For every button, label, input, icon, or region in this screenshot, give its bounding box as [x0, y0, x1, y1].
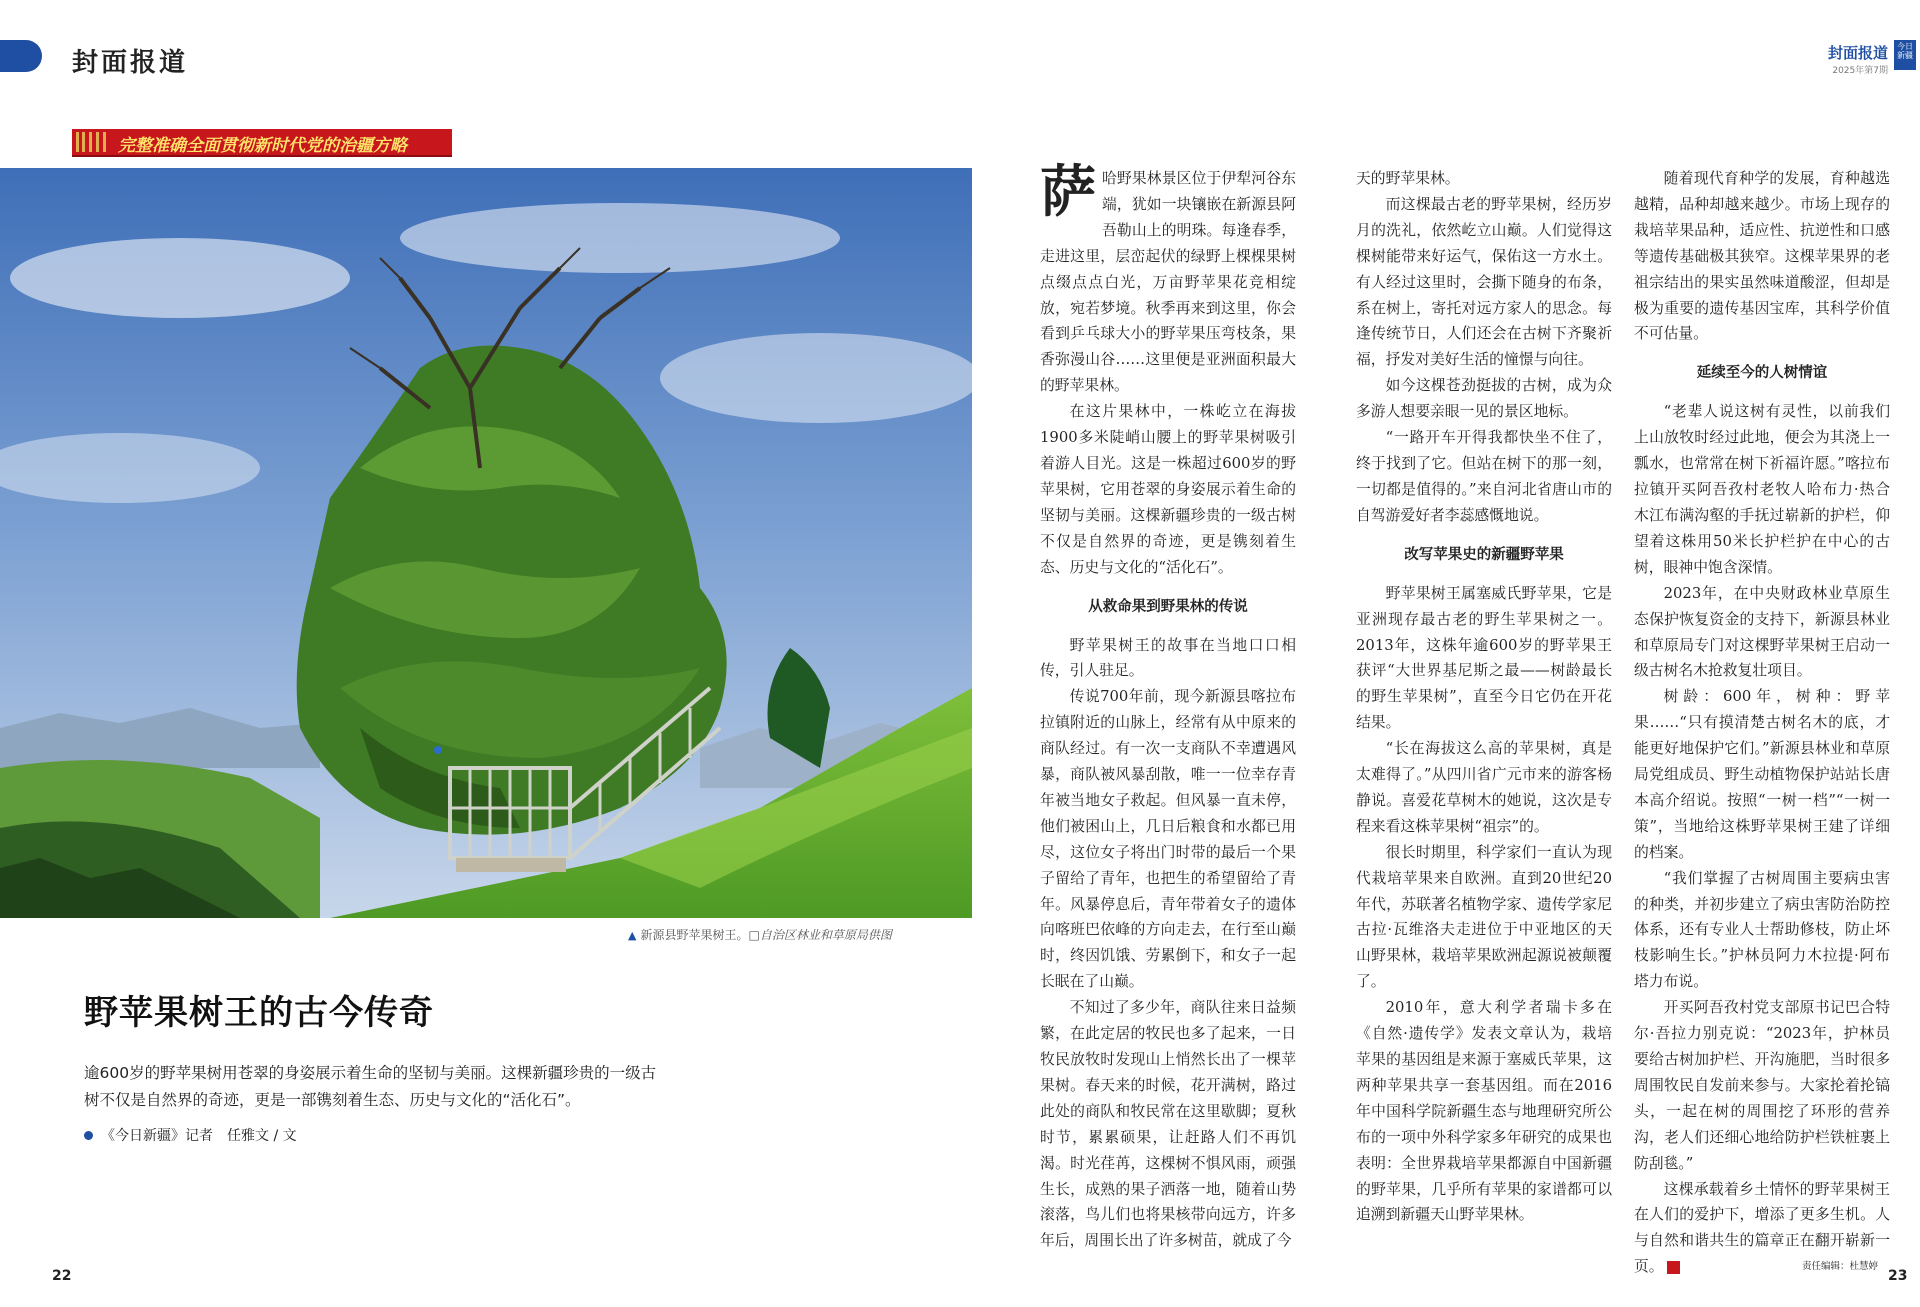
- paragraph: 天的野苹果林。: [1356, 170, 1460, 187]
- paragraph: 很长时期里，科学家们一直认为现代栽培苹果来自欧洲。直到20世纪20年代，苏联著名植物学家、遗传学家尼古拉·瓦维洛夫走进位于中亚地区的天山野果林，栽培苹果欧洲起源说被颠覆了。: [1356, 843, 1612, 991]
- end-mark-icon: [1667, 1261, 1680, 1274]
- article-column-3: [1634, 166, 1890, 1280]
- paragraph: 野苹果树王的故事在当地口口相传，引人驻足。: [1040, 636, 1296, 680]
- column-banner: [72, 129, 452, 157]
- paragraph: “一路开车开得我都快坐不住了，终于找到了它。但站在树下的那一刻，一切都是值得的。”来自河北省唐山市的自驾游爱好者李蕊感慨地说。: [1356, 429, 1612, 524]
- paragraph: 萨哈野果林景区位于伊犁河谷东端，犹如一块镶嵌在新源县阿吾勒山上的明珠。每逢春季，走进这里，层峦起伏的绿野上棵棵果树点缀点点白光，万亩野苹果花竞相绽放，宛若梦境。秋季再来到这里，你会看到乒乓球大小的野苹果压弯枝条，果香弥漫山谷……这里便是亚洲面积最大的野苹果林。: [1040, 159, 1296, 395]
- magazine-logo: 今日新疆: [1894, 40, 1916, 70]
- page-number-right: 23: [1888, 1268, 1908, 1284]
- paragraph: 这棵承载着乡土情怀的野苹果树王在人们的爱护下，增添了更多生机。人与自然和谐共生的篇章正在翻开崭新一页。: [1634, 1180, 1890, 1276]
- paragraph: 不知过了多少年，商队往来日益频繁，在此定居的牧民也多了起来，一日牧民放牧时发现山上悄然长出了一棵苹果树。春天来的时候，花开满树，路过此处的商队和牧民常在这里歇脚；夏秋时节，累累硕果，让赶路人们不再饥渴。时光荏苒，这棵树不惧风雨，顽强生长，成熟的果子洒落一地，随着山势滚落，鸟儿们也将果核带向远方，许多年后，周围长出了许多树苗，就成了今: [1040, 999, 1296, 1250]
- subheading: 延续至今的人树情谊: [1696, 365, 1828, 382]
- photo-credit: □自治区林业和草原局供图: [748, 928, 892, 942]
- banner-text: 完整准确全面贯彻新时代党的治疆方略: [118, 136, 407, 156]
- article-column-2: [1356, 166, 1612, 1228]
- paragraph: 2010年，意大利学者瑞卡多在《自然·遗传学》发表文章认为，栽培苹果的基因组是来源于塞威氏苹果，这两种苹果共享一套基因组。而在2016年中国科学院新疆生态与地理研究所公布的一项中外科学家多年研究的成果也表明：全世界栽培苹果都源自中国新疆的野苹果，几乎所有苹果的家谱都可以追溯到新疆天山野苹果林。: [1356, 999, 1612, 1224]
- paragraph: 2023年，在中央财政林业草原生态保护恢复资金的支持下，新源县林业和草原局专门对这棵野苹果树王启动一级古树名木抢救复壮项目。: [1634, 584, 1890, 680]
- caption-triangle-icon: ▲: [628, 929, 637, 942]
- byline-text: 《今日新疆》记者 任雅文 / 文: [101, 1128, 297, 1144]
- running-header: [1828, 42, 1888, 76]
- paragraph: 树龄：600年，树种：野苹果……“只有摸清楚古树名木的底，才能更好地保护它们。”新源县林业和草原局党组成员、野生动植物保护站站长唐本高介绍说。按照“一树一档”“一树一策”，当地给这株野苹果树王建了详细的档案。: [1634, 688, 1890, 861]
- subheading: 从救命果到野果林的传说: [1088, 598, 1248, 615]
- paragraph: 如今这棵苍劲挺拔的古树，成为众多游人想要亲眼一见的景区地标。: [1356, 377, 1612, 421]
- wild-apple-tree-photo: [0, 168, 972, 918]
- byline: [84, 1125, 297, 1145]
- photo-caption: [628, 926, 892, 943]
- responsible-editor: 责任编辑：杜慧婷: [1802, 1261, 1879, 1272]
- paragraph: 开买阿吾孜村党支部原书记巴合特尔·吾拉力别克说：“2023年，护林员要给古树加护栏、开沟施肥，当时很多周围牧民自发前来参与。大家抡着抡镐头，一起在树的周围挖了环形的营养沟，老人们还细心地给防护栏铁桩裹上防刮毯。”: [1634, 999, 1890, 1172]
- article-lead: 逾600岁的野苹果树用苍翠的身姿展示着生命的坚韧与美丽。这棵新疆珍贵的一级古树不仅是自然界的奇迹，更是一部镌刻着生态、历史与文化的“活化石”。: [84, 1064, 657, 1109]
- paragraph: 在这片果林中，一株屹立在海拔1900多米陡峭山腰上的野苹果树吸引着游人目光。这是一株超过600岁的野苹果树，它用苍翠的身姿展示着生命的坚韧与美丽。这棵新疆珍贵的一级古树不仅是自然界的奇迹，更是镌刻着生态、历史与文化的“活化石”。: [1040, 403, 1296, 576]
- paragraph: 而这棵最古老的野苹果树，经历岁月的洗礼，依然屹立山巅。人们觉得这棵树能带来好运气，保佑这一方水土。有人经过这里时，会撕下随身的布条，系在树上，寄托对远方家人的思念。每逢传统节日，人们还会在古树下齐聚祈福，抒发对美好生活的憧憬与向往。: [1356, 195, 1612, 369]
- cover-photo: [0, 168, 972, 918]
- section-tab-marker: [0, 40, 42, 72]
- byline-bullet-icon: [84, 1131, 93, 1140]
- paragraph: 传说700年前，现今新源县喀拉布拉镇附近的山脉上，经常有从中原来的商队经过。有一次一支商队不幸遭遇风暴，商队被风暴刮散，唯一一位幸存青年被当地女子救起。但风暴一直未停，他们被困山上，几日后粮食和水都已用尽，这位女子将出门时带的最后一个果子留给了青年，也把生的希望留给了青年。风暴停息后，青年带着女子的遗体向喀班巴依峰的方向走去，在行至山巅时，终因饥饿、劳累倒下，和女子一起长眠在了山巅。: [1040, 688, 1296, 991]
- paragraph: “老辈人说这树有灵性，以前我们上山放牧时经过此地，便会为其浇上一瓢水，也常常在树下祈福许愿。”喀拉布拉镇开买阿吾孜村老牧人哈布力·热合木江布满沟壑的手抚过崭新的护栏，仰望着这株用50米长护栏护在中心的古树，眼神中饱含深情。: [1634, 403, 1890, 576]
- running-header-issue: 2025年第7期: [1832, 66, 1888, 76]
- article-column-1: [1040, 159, 1296, 1254]
- page-number-left: 22: [52, 1268, 72, 1284]
- paragraph: 随着现代育种学的发展，育种越选越精，品种却越来越少。市场上现存的栽培苹果品种，适应性、抗逆性和口感等遗传基础极其狭窄。这棵苹果界的老祖宗结出的果实虽然味道酸涩，但却是极为重要的遗传基因宝库，其科学价值不可估量。: [1634, 170, 1890, 343]
- drop-cap: 萨: [1040, 159, 1096, 225]
- great-hall-icon: [76, 132, 116, 152]
- article-headline: 野苹果树王的古今传奇: [84, 993, 434, 1033]
- paragraph: “我们掌握了古树周围主要病虫害的种类，并初步建立了病虫害防治防控体系，还有专业人士帮助修枝，防止坏枝影响生长。”护林员阿力木拉提·阿布塔力布说。: [1634, 869, 1890, 991]
- paragraph: 野苹果树王属塞威氏野苹果，它是亚洲现存最古老的野生苹果树之一。2013年，这株年逾600岁的野苹果王获评“大世界基尼斯之最——树龄最长的野生苹果树”，直至今日它仍在开花结果。: [1356, 584, 1612, 732]
- running-header-section: 封面报道: [1827, 44, 1888, 62]
- section-title: 封面报道: [72, 48, 189, 78]
- paragraph: “长在海拔这么高的苹果树，真是太难得了。”从四川省广元市来的游客杨静说。喜爱花草树木的她说，这次是专程来看这株苹果树“祖宗”的。: [1356, 740, 1612, 835]
- subheading: 改写苹果史的新疆野苹果: [1404, 546, 1564, 563]
- caption-text: 新源县野苹果树王。: [640, 928, 749, 942]
